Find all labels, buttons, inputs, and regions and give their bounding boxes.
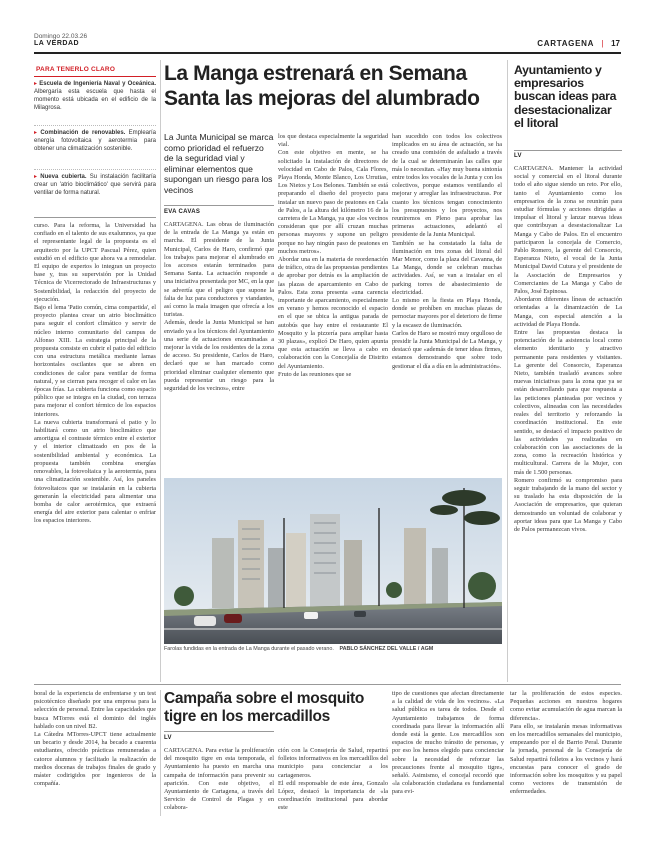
main-column-3: han sucedido con todos los colectivos implicados en su área de actuación, se ha creado una comisión de asfaltado a través de la cual se determinarán las calles que más lo necesitan. «Hay muy buena sintonía entre todos los vocales de la Junta y con los colectivos, porque estamos ventilando el mejorar y arreglar las infraestructuras. Por cuanto los técnicos tengan conocimiento los presupuestos y los proyectos, nos reuniremos en Pleno para aprobar las primeras actuaciones, adelantó el presidente de la Junta Municipal. También se ha constatado la falta de iluminación en tres zonas del litoral del Mar Menor, como la plaza del Cavanna, de La Manga, donde se celebran muchas actividades. Así, se van a instalar en el parking torres de abastecimiento de electricidad. Lo mismo en la fiesta en Playa Honda, donde se prohíben en muchas plazas de pernoctar mayores por el deterioro de firme y la escasez de iluminación. Carlos de Haro se mostró muy orgulloso de presidir la Junta Municipal de La Manga, y destacó que «además de tener ideas firmes, estamos demostrando que sobre todo gestionar el día a día en la administración».: [392, 133, 502, 370]
issue-date: Domingo 22.03.26: [34, 33, 88, 40]
sidebar-kicker-rule: [34, 76, 156, 77]
main-headline: La Manga estrenará en Semana Santa las mejoras del alumbrado: [164, 62, 480, 110]
photo-caption: Farolas fundidas en la entrada de La Manga durante el pasado verano.: [164, 646, 334, 652]
section-divider: |: [601, 39, 604, 48]
sidebar-body: curso. Para la reforma, la Universidad ha confiado en el talento de sus exalumnos, ya que el representante legal de la propuesta es el arquitecto por la UPCT Pascual Pérez, quien estudió en el edificio que ahora va a remodelar. El equipo de expertos lo integran un proyecto base y, tras su supervisión por la Unidad Técnica de Vicerrectorado de Infraestructuras y Sostenibilidad, la redacción del proyecto de ejecución. Bajo el lema 'Patio común, cima compartida', el proyecto plantea crear un atrio bioclimático para seguir el confort climático y servir de núcleo interno comunitario del campus de Alfonso XIII. La estrategia principal de la propuesta consiste en cubrir el patio del edificio con una estructura metálica mediante lamas horizontales oscilantes que se abren en condiciones de calor para ventilar de forma natural, y se cierran para recoger el calor en las épocas frías. La cubierta funciona como espacio público que se integra en la ciudad, con terraza para mejorar el confort térmico de los espacios interiores. La nueva cubierta transformará el patio y lo habilitará como un atrio bioclimático que amortigua el contraste térmico entre el exterior y el interior climatizado en pos de la sostenibilidad ambiental y económica. La propuesta también combina energías renovables, la fotovoltaica y la aerotermia, para una climatización sostenible. Así, los paneles fotovoltaicos que se instalarán en la cubierta generarán la electricidad para alimentar una bomba de calor aerotérmica, que extraerá energía del aire exterior para calentar o enfriar los espacios interiores.: [34, 222, 156, 525]
bottom-divider: [160, 690, 161, 816]
bullet-text: Su instalación facilitaría crear un 'atrio bioclimático' que servirá para ventilar de forma natural.: [34, 174, 156, 196]
bottom-column-4: tar la proliferación de estos especies. Pequeñas acciones en nuestros hogares como evitar acumulación de agua marcan la diferencia». Para ello, se instalarán mesas informativas en los mercadillos semanales del municipio, empezando por el de Barrio Peral. Durante la jornada, personal de la Consejería de Salud repartirá folletos a los vecinos y hará encuestas para conocer el grado de información sobre los mosquitos y su papel como vectores de transmisión de enfermedades.: [510, 690, 622, 796]
right-byline: LV: [514, 153, 522, 159]
bullet-text: Emplearía energía fotovoltaica y aerotermia para obtener una climatización sostenible.: [34, 130, 156, 152]
byline-rule: [164, 205, 274, 206]
street-photo: [164, 478, 502, 644]
paper-name: LA VERDAD: [34, 40, 80, 47]
bottom-rule: [34, 684, 621, 685]
bullet-bold: Nueva cubierta.: [40, 174, 87, 180]
page-number: 17: [611, 39, 620, 48]
bullet-text: Albergaría esta escuela que hasta el momento está ubicada en el edificio de la Milagrosa.: [34, 89, 156, 111]
section-header: [500, 33, 620, 48]
bullet-arrow-icon: ▸: [34, 174, 41, 180]
sidebar-box-rule: [34, 217, 156, 218]
bullet-arrow-icon: ▸: [34, 81, 40, 87]
street-photo-image: [164, 478, 502, 644]
bottom-byline-rule: [164, 731, 274, 732]
bottom-column-1: CARTAGENA. Para evitar la proliferación del mosquito tigre en esta temporada, el Ayuntamiento ha puesto en marcha una campaña de información para prevenir su aparición. Con este objetivo, el Ayuntamiento de Cartagena, a través del Servicio de Control de Plagas y en colabora-: [164, 747, 274, 812]
photo-caption-row: [164, 646, 502, 653]
bottom-column-2: ción con la Consejería de Salud, repartirá folletos informativos en los mercadillos del municipio para concienciar a los cartageneros. El edil responsable de este área, Gonzalo López, destacó la importancia de «la coordinación institucional para abordar este: [278, 747, 388, 812]
sidebar-bullet: [34, 129, 156, 170]
right-byline-rule: [514, 150, 622, 151]
section-name: CARTAGENA: [537, 39, 595, 48]
photo-credit: PABLO SÁNCHEZ DEL VALLE / AGM: [339, 646, 434, 652]
bullet-bold: Combinación de renovables.: [40, 130, 126, 136]
main-column-1: CARTAGENA. Las obras de iluminación de la entrada de La Manga ya están en marcha. El presidente de la Junta Municipal, Carlos de Haro, confirmó que los trabajos para mejorar el alumbrado en los accesos estarán terminados para Semana Santa. La actuación responde a una iniciativa presentada por MC, en la que se advertía que el peligro que supone la falta de luz para conductores y viandantes, así como la mala imagen que ofrecía a los turistas. Además, desde la Junta Municipal se han enviado ya a los técnicos del Ayuntamiento una serie de actuaciones encaminadas a mejorar la vida de los residentes de la zona de acceso. Su presidente, Carlos de Haro, declaró que se han marcado como prioridad eliminar cualquier elemento que pueda representar un riesgo para la seguridad de los vecinos», entre: [164, 221, 274, 393]
bullet-bold: Escuela de Ingeniería Naval y Oceánica.: [39, 81, 156, 87]
sidebar-kicker: PARA TENERLO CLARO: [36, 66, 116, 73]
right-divider: [507, 60, 508, 682]
header-rule: [34, 52, 621, 54]
right-body: CARTAGENA. Mantener la actividad social y comercial en el litoral durante todo el año sigue siendo un reto. Por ello, tanto el Ayuntamiento como los empresarios de la zona se reunirán para estudiar fórmulas y acciones dirigidas a impulsar el litoral y lanzar nuevas ideas que contribuyan a desestacionalizar La Manga y Cabo de Palos. En el encuentro participaron la concejala de Comercio, Pablo Romero, la gerente del Consorcio, Esperanza Nieto, el vocal de la Junta Municipal David Cutura y el presidente de la Asociación de Empresarios y Comerciantes de La Manga y Cabo de Palos, José Espinosa. Abordaron diferentes líneas de actuación orientadas a la dinamización de La Manga, con especial atención a la actividad de Playa Honda. Entre las propuestas destaca la potenciación de la asistencia local como elemento identitario y atractivo permanente para residentes y visitantes. La gerente del Consorcio, Esperanza Nieto, también trasladó avances sobre nuevas iniciativas para la zona que ya se están desarrollando para que respuesta a las peticiones planteadas por vecinos y colectivos, alineadas con las necesidades reales del territorio y reforzando la coordinación institucional. En este sentido, se destacó el impacto positivo de las actividades ya realizadas en colaboración con las asociaciones de la zona, como la recreación histórica y multicultural. Carrera de la Mujer, con más de 1.500 personas. Romero confirmó su compromiso para seguir trabajando de la mano del sector y su traslado ha esta disposición de la Asociación de empresarios, que quieran demostrando un voluntad de colaborar y aportar ideas para que La Manga y Cabo de Palos permanezcan vivos.: [514, 165, 622, 533]
bottom-byline: LV: [164, 735, 172, 741]
sidebar-bullet: [34, 80, 156, 126]
continued-text: boral de la experiencia de enfrentarse y un test psicotécnico diseñado por una empresa para la selección de personal. Entre las capacidades que busca MTorres está el dominio del inglés hablado con un nivel B2. La Cátedra MTorres-UPCT tiene actualmente un becario y desde 2014, ha becado a cuarenta estudiantes, ofrecido prácticas remuneradas a catorce alumnos y facilitado la realización de medios docenas de trabajos finales de grado y máster codirigidos por ingenieros de la compañía.: [34, 690, 156, 788]
masthead: [34, 33, 234, 49]
bullet-arrow-icon: ▸: [34, 130, 41, 136]
main-lead: La Junta Municipal se marca como prioridad el refuerzo de la seguridad vial y eliminar elementos que supongan un riesgo para los vecinos: [164, 132, 274, 195]
sidebar-bullet: [34, 173, 156, 215]
main-divider-left: [160, 60, 161, 682]
bottom-column-3: tipo de cuestiones que afectan directamente a la calidad de vida de los vecinos». «La salud pública es tarea de todos. Desde el Ayuntamiento trabajamos de forma coordinada para llevar la información allí donde está la gente. Los mercadillos son espacios de mucho tránsito de personas, y por eso los hemos elegido para concienciar sobre la necesidad de reforzar las precauciones frente al mosquito tigre», señaló. Asimismo, el concejal recordó que «la colaboración ciudadana es fundamental para evi-: [392, 690, 504, 796]
bottom-headline: Campaña sobre el mosquito tigre en los mercadillos: [164, 690, 365, 725]
main-byline: EVA CAVAS: [164, 209, 201, 215]
sidebar-bullets: [34, 80, 156, 215]
main-column-2: los que destaca especialmente la seguridad vial. Con este objetivo en mente, se ha solicitado la instalación de directores de velocidad en Cabo de Palos, Cala Flores, Playa Honda, Monte Blanco, Los Urrutias, Los Nietos y Los Belones. También se está preparando el diseño del proyecto para instalar un nuevo paso de peatones en Cala de Palos, a la altura del kilómetro 16 de la carretera de La Manga, ya que «los vecinos consideran que por allí cruzan muchas personas mayores y supone un peligro porque no hay ningún paso de peatones en muchos metros». Abordar una en la materia de reordenación de tráfico, otra de las propuestas pendientes de aprobar por detrás es la ampliación de las plazas de aparcamiento en Cabo de Palos. Esta zona presenta «una carencia importante de aparcamiento, especialmente en verano y hemos reconocido el espacio en el que se ubica la antigua parada de autobús que hay entre el restaurante El Mosquito y la pizzería para ampliar hasta 30 plazas», explicó De Haro, quien apunta que esta actuación se lleva a cabo en colaboración con la Concejalía de Distrito del Ayuntamiento. Fruto de las reuniones que se: [278, 133, 388, 378]
right-headline: Ayuntamiento y empresarios buscan ideas para desestacionalizar el litoral: [514, 63, 617, 130]
